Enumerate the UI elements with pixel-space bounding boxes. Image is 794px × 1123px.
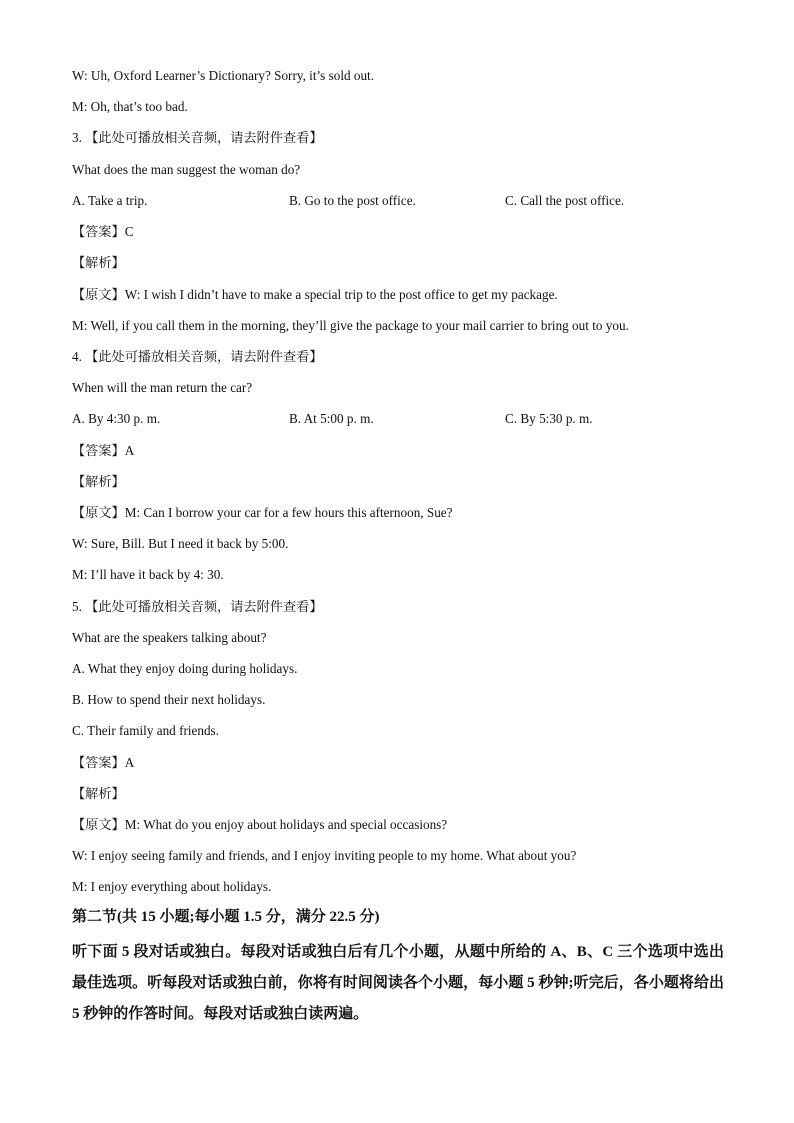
- transcript-line: 【原文】M: What do you enjoy about holidays and special occasions?: [72, 817, 448, 832]
- dialogue-line: M: Oh, that’s too bad.: [72, 99, 188, 114]
- answer-label: 【答案】A: [72, 755, 135, 770]
- transcript-line: 【原文】M: Can I borrow your car for a few hours this afternoon, Sue?: [72, 505, 453, 520]
- transcript-line: M: I’ll have it back by 4: 30.: [72, 567, 224, 582]
- option-c: C. By 5:30 p. m.: [505, 411, 593, 426]
- transcript-line: W: Sure, Bill. But I need it back by 5:00.: [72, 536, 289, 551]
- option-a: A. What they enjoy doing during holidays.: [72, 661, 298, 676]
- answer-label: 【答案】C: [72, 224, 134, 239]
- question-3-title: 3. 【此处可播放相关音频，请去附件查看】: [72, 130, 323, 145]
- question-5-title: 5. 【此处可播放相关音频，请去附件查看】: [72, 599, 323, 614]
- option-a: A. By 4:30 p. m.: [72, 411, 161, 426]
- transcript-line: 【原文】W: I wish I didn’t have to make a special trip to the post office to get my package.: [72, 287, 558, 302]
- question-5-text: What are the speakers talking about?: [72, 630, 267, 645]
- transcript-line: M: Well, if you call them in the morning, they’ll give the package to your mail carrier to bring out to you.: [72, 318, 629, 333]
- option-b: B. At 5:00 p. m.: [289, 411, 374, 426]
- question-4-title: 4. 【此处可播放相关音频，请去附件查看】: [72, 349, 323, 364]
- transcript-line: M: I enjoy everything about holidays.: [72, 879, 272, 894]
- analysis-label: 【解析】: [72, 786, 125, 801]
- question-3-text: What does the man suggest the woman do?: [72, 162, 301, 177]
- section-title: 第二节(共 15 小题;每小题 1.5 分，满分 22.5 分): [72, 909, 380, 925]
- option-b: B. Go to the post office.: [289, 193, 416, 208]
- option-c: C. Call the post office.: [505, 193, 625, 208]
- section-instructions: 听下面 5 段对话或独白。每段对话或独白后有几个小题，从题中所给的 A、B、C 三个选项中选出最佳选项。听每段对话或独白前，你将有时间阅读各个小题，每小题 5 秒钟;听完后，各小题将给出 5 秒钟的作答时间。每段对话或独白读两遍。: [72, 944, 724, 1022]
- option-c: C. Their family and friends.: [72, 723, 219, 738]
- option-b: B. How to spend their next holidays.: [72, 692, 266, 707]
- answer-label: 【答案】A: [72, 443, 135, 458]
- analysis-label: 【解析】: [72, 255, 125, 270]
- option-a: A. Take a trip.: [72, 193, 148, 208]
- dialogue-line: W: Uh, Oxford Learner’s Dictionary? Sorry, it’s sold out.: [72, 68, 375, 83]
- analysis-label: 【解析】: [72, 474, 125, 489]
- question-4-text: When will the man return the car?: [72, 380, 253, 395]
- transcript-line: W: I enjoy seeing family and friends, and I enjoy inviting people to my home. What about you?: [72, 848, 577, 863]
